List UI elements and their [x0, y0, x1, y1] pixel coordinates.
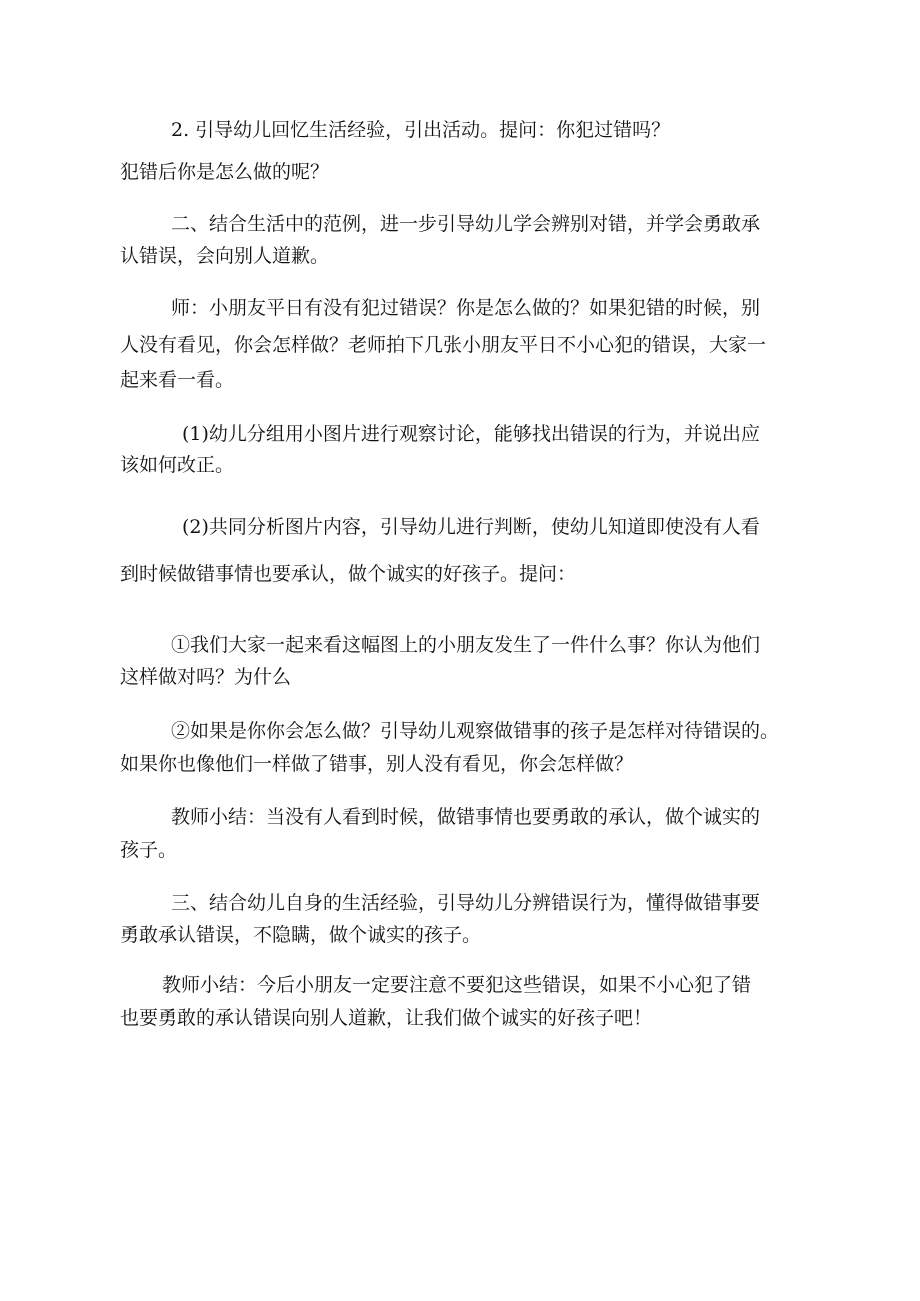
paragraph-line: 教师小结：今后小朋友一定要注意不要犯这些错误，如果不小心犯了错	[162, 974, 752, 996]
paragraph-line: 2. 引导幼儿回忆生活经验，引出活动。提问：你犯过错吗？	[171, 119, 671, 141]
paragraph-line: 认错误，会向别人道歉。	[120, 245, 330, 267]
paragraph-line: 起来看一看。	[120, 369, 235, 391]
paragraph-line: ②如果是你你会怎么做？引导幼儿观察做错事的孩子是怎样对待错误的。	[171, 720, 780, 742]
paragraph-line: 该如何改正。	[120, 454, 235, 476]
paragraph-line: (2)共同分析图片内容，引导幼儿进行判断，使幼儿知道即使没有人看	[182, 516, 760, 538]
paragraph-line: 教师小结：当没有人看到时候，做错事情也要勇敢的承认，做个诚实的	[171, 806, 761, 828]
paragraph-line: 人没有看见，你会怎样做？老师拍下几张小朋友平日不小心犯的错误，大家一	[120, 334, 767, 356]
paragraph-line: 勇敢承认错误，不隐瞒，做个诚实的孩子。	[120, 924, 482, 946]
paragraph-line: 也要勇敢的承认错误向别人道歉，让我们做个诚实的好孩子吧！	[120, 1007, 653, 1029]
paragraph-line: 孩子。	[120, 839, 178, 861]
paragraph-line: ①我们大家一起来看这幅图上的小朋友发生了一件什么事？你认为他们	[171, 634, 761, 656]
paragraph-line: 师：小朋友平日有没有犯过错误？你是怎么做的？如果犯错的时候，别	[171, 297, 761, 319]
paragraph-line: 到时候做错事情也要承认，做个诚实的好孩子。提问：	[120, 563, 577, 585]
paragraph-line: 犯错后你是怎么做的呢？	[120, 161, 330, 183]
paragraph-line: 这样做对吗？为什么	[120, 666, 292, 688]
paragraph-line: 二、结合生活中的范例，进一步引导幼儿学会辨别对错，并学会勇敢承	[171, 213, 761, 235]
paragraph-line: (1)幼儿分组用小图片进行观察讨论，能够找出错误的行为，并说出应	[182, 423, 760, 445]
paragraph-line: 如果你也像他们一样做了错事，别人没有看见，你会怎样做？	[120, 753, 634, 775]
paragraph-line: 三、结合幼儿自身的生活经验，引导幼儿分辨错误行为，懂得做错事要	[171, 892, 761, 914]
